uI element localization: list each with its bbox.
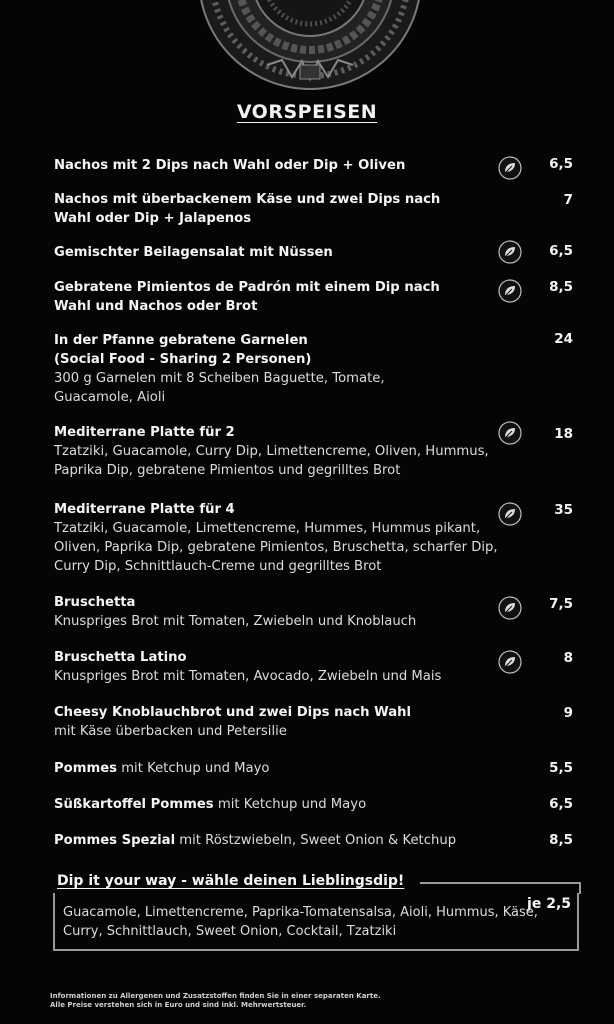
dip-price: je 2,5 [527,896,571,912]
item-price: 6,5 [549,243,573,259]
menu-item [54,278,474,316]
item-name: Bruschetta [54,595,136,610]
item-price: 7,5 [549,596,573,612]
menu-item [54,423,504,480]
item-name: Cheesy Knoblauchbrot und zwei Dips nach Wahl [54,705,412,720]
item-name: Mediterrane Platte für 2 [54,425,235,440]
item-description: mit Röstzwiebeln, Sweet Onion & Ketchup [175,833,457,848]
leaf-icon [498,421,522,445]
leaf-icon [498,596,522,620]
item-description: Tzatziki, Guacamole, Limettencreme, Hummes, Hummus pikant, Oliven, Paprika Dip, gebratene Pimientos, Bruschetta, scharfer Dip, Curry Dip, Schnittlauch-Creme und gegrilltes Brot [54,521,498,574]
footer-line-prices: Alle Preise verstehen sich in Euro und sind inkl. Mehrwertsteuer. [50,1000,307,1009]
menu-item [54,331,454,407]
item-price: 8 [563,650,573,666]
leaf-icon [498,502,522,526]
item-name: Bruschetta Latino [54,650,187,665]
item-price: 18 [554,426,573,442]
menu-item [54,648,484,686]
item-description: mit Käse überbacken und Petersilie [54,724,287,739]
menu-item [54,759,574,778]
dip-title: Dip it your way - wähle deinen Lieblingsdip! [57,873,405,889]
item-price: 9 [563,705,573,721]
menu-item [54,795,574,814]
item-price: 5,5 [549,760,573,776]
dip-box-border [579,882,581,894]
menu-item [54,190,474,228]
menu-item [54,703,504,741]
section-title: VORSPEISEN [236,101,378,123]
item-price: 8,5 [549,832,573,848]
item-name: Pommes Spezial [54,833,176,848]
leaf-icon [498,156,522,180]
item-name: Gemischter Beilagensalat mit Nüssen [54,245,333,260]
leaf-icon [498,279,522,303]
item-name: Süßkartoffel Pommes [54,797,214,812]
menu-item [54,593,484,631]
item-price: 6,5 [549,796,573,812]
item-name: Pommes [54,761,118,776]
item-name: Mediterrane Platte für 4 [54,502,235,517]
item-description: 300 g Garnelen mit 8 Scheiben Baguette, Tomate, Guacamole, Aioli [54,371,385,405]
item-description: Tzatziki, Guacamole, Curry Dip, Limettencreme, Oliven, Hummus, Paprika Dip, gebratene Pimientos und gegrilltes Brot [54,444,489,478]
item-price: 7 [563,192,573,208]
item-price: 8,5 [549,279,573,295]
item-price: 6,5 [549,156,573,172]
leaf-icon [498,240,522,264]
item-description: Knuspriges Brot mit Tomaten, Avocado, Zwiebeln und Mais [54,669,442,684]
item-description: Knuspriges Brot mit Tomaten, Zwiebeln und Knoblauch [54,614,417,629]
item-name-subtitle: (Social Food - Sharing 2 Personen) [54,352,312,367]
aztec-calendar-icon [197,0,423,91]
item-name: In der Pfanne gebratene Garnelen [54,333,308,348]
footer-line-allergens: Informationen zu Allergenen und Zusatzstoffen finden Sie in einer separaten Karte. [50,992,381,1000]
footer-note [50,992,381,1009]
item-description: mit Ketchup und Mayo [213,797,367,812]
item-description: mit Ketchup und Mayo [117,761,270,776]
item-name: Nachos mit überbackenem Käse und zwei Dips nach Wahl oder Dip + Jalapenos [54,192,441,226]
item-price: 24 [554,331,573,347]
menu-item [54,831,574,850]
item-price: 35 [554,502,573,518]
dip-list: Guacamole, Limettencreme, Paprika-Tomatensalsa, Aioli, Hummus, Käse, Curry, Schnittlauch, Sweet Onion, Cocktail, Tzatziki [63,905,538,939]
menu-item [54,156,574,175]
menu-item [54,243,574,262]
item-name: Gebratene Pimientos de Padrón mit einem Dip nach Wahl und Nachos oder Brot [54,280,440,314]
dip-box-border [420,882,581,884]
menu-item [54,500,504,576]
leaf-icon [498,650,522,674]
item-name: Nachos mit 2 Dips nach Wahl oder Dip + Oliven [54,158,406,173]
